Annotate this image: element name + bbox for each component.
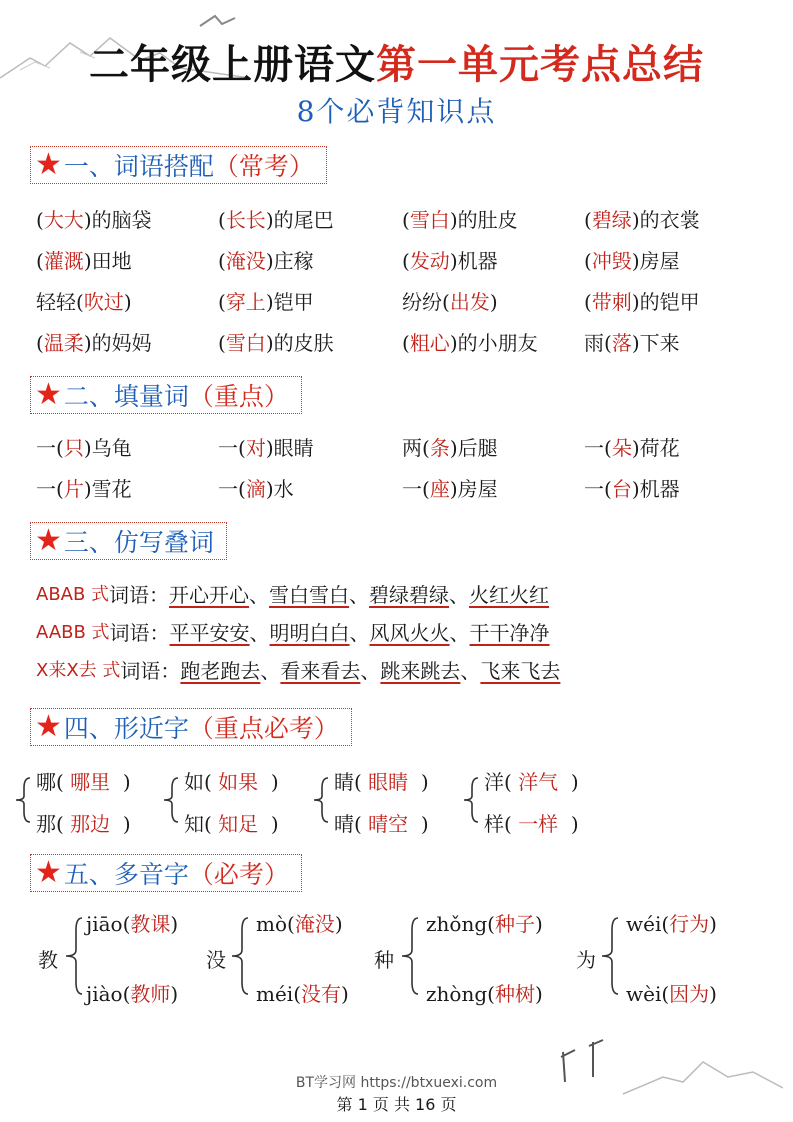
polyphone-group-1: [86, 908, 226, 1008]
similar-char-group-4: [484, 766, 634, 836]
list-item: ABAB 式 词语： 开心开心 、 雪白雪白 、 碧绿碧绿 、 火红火红: [36, 582, 550, 607]
star-icon: ★: [35, 147, 62, 182]
section-2-tag: （重点）: [188, 382, 289, 411]
list-item: (淹没)庄稼: [218, 249, 314, 273]
list-item: 知( 知足 ): [184, 812, 279, 836]
list-item: X来X去 式 词语： 跑老跑去 、 看来看去 、 跳来跳去 、 飞来飞去: [36, 658, 561, 683]
list-item: 洋( 洋气 ): [484, 770, 579, 794]
list-item: AABB 式 词语： 平平安安 、 明明白白 、 风风火火 、 干干净净: [36, 620, 550, 645]
list-item: zhǒng(种子): [426, 912, 543, 936]
title-block: [0, 38, 793, 130]
list-item: (温柔)的妈妈: [36, 331, 152, 355]
list-item: méi(没有): [256, 982, 349, 1006]
section-4-tag: （重点必考）: [188, 714, 339, 743]
list-item: (粗心)的小朋友: [402, 331, 538, 355]
list-item: 一(片)雪花: [36, 477, 132, 501]
list-item: jiāo(教课): [86, 912, 179, 936]
page-title: [0, 38, 793, 92]
section-2-grid: [36, 426, 776, 508]
section-3-heading: [30, 522, 227, 560]
list-item: (雪白)的肚皮: [402, 208, 518, 232]
table-row: [36, 280, 776, 321]
list-item: 两(条)后腿: [402, 436, 498, 460]
list-item: 雨(落)下来: [584, 331, 680, 355]
list-item: 一(台)机器: [584, 477, 680, 501]
list-item: (雪白)的皮肤: [218, 331, 334, 355]
section-4-heading: [30, 708, 352, 746]
section-2-title: 二、填量词: [63, 382, 189, 411]
polyphone-group-4: [626, 908, 776, 1008]
footer-site: BT学习网 https://btxuexi.com: [295, 1075, 498, 1091]
list-item: (灌溉)田地: [36, 249, 132, 273]
polyphone-char: 没: [206, 948, 226, 972]
section-5-title: 五、多音字: [63, 860, 189, 889]
list-item: wèi(因为): [626, 982, 717, 1006]
section-2-heading: [30, 376, 302, 414]
section-3-lines: [36, 574, 560, 688]
section-4-title: 四、形近字: [63, 714, 189, 743]
list-item: 纷纷(出发): [402, 290, 498, 314]
similar-char-group-3: [334, 766, 474, 836]
similar-char-group-2: [184, 766, 324, 836]
section-1-tag: （常考）: [213, 152, 314, 181]
list-item: 一(只)乌龟: [36, 436, 132, 460]
list-item: 一(座)房屋: [402, 477, 498, 501]
list-item: mò(淹没): [256, 912, 343, 936]
polyphone-char: 种: [374, 948, 394, 972]
title-part1: 二年级上册语文: [89, 41, 376, 88]
list-item: 一(滴)水: [218, 477, 294, 501]
list-item: (穿上)铠甲: [218, 290, 314, 314]
list-item: 那( 那边 ): [36, 812, 131, 836]
table-row: [36, 426, 776, 467]
star-icon: ★: [35, 855, 62, 890]
list-item: 一(对)眼睛: [218, 436, 314, 460]
section-1-heading: [30, 146, 327, 184]
list-item: jiào(教师): [86, 982, 179, 1006]
list-item: 轻轻(吹过): [36, 290, 132, 314]
polyphone-group-3: [426, 908, 596, 1008]
list-item: (带刺)的铠甲: [584, 290, 700, 314]
table-row: [36, 467, 776, 508]
table-row: [36, 321, 776, 362]
section-1-grid: [36, 198, 776, 362]
section-5-tag: （必考）: [188, 860, 289, 889]
list-item: 一(朵)荷花: [584, 436, 680, 460]
footer-page-number: 第 1 页 共 16 页: [336, 1095, 457, 1114]
section-1-title: 一、词语搭配: [63, 152, 214, 181]
list-item: (大大)的脑袋: [36, 208, 152, 232]
page-subtitle: 8个必背知识点: [296, 95, 497, 128]
list-item: 晴( 晴空 ): [334, 812, 429, 836]
star-icon: ★: [35, 377, 62, 412]
list-item: 睛( 眼睛 ): [334, 770, 429, 794]
list-item: 如( 如果 ): [184, 770, 279, 794]
table-row: [36, 239, 776, 280]
polyphone-char: 为: [576, 948, 596, 972]
table-row: [36, 198, 776, 239]
list-item: (发动)机器: [402, 249, 498, 273]
section-5-heading: [30, 854, 302, 892]
list-item: wéi(行为): [626, 912, 717, 936]
list-item: (长长)的尾巴: [218, 208, 334, 232]
star-icon: ★: [35, 523, 62, 558]
list-item: 哪( 哪里 ): [36, 770, 131, 794]
polyphone-char: 教: [38, 948, 58, 972]
section-3-title: 三、仿写叠词: [63, 528, 214, 557]
list-item: (冲毁)房屋: [584, 249, 680, 273]
similar-char-group-1: [36, 766, 176, 836]
list-item: 样( 一样 ): [484, 812, 579, 836]
list-item: (碧绿)的衣裳: [584, 208, 700, 232]
star-icon: ★: [35, 709, 62, 744]
title-part2: 第一单元考点总结: [376, 41, 704, 88]
list-item: zhòng(种树): [426, 982, 543, 1006]
